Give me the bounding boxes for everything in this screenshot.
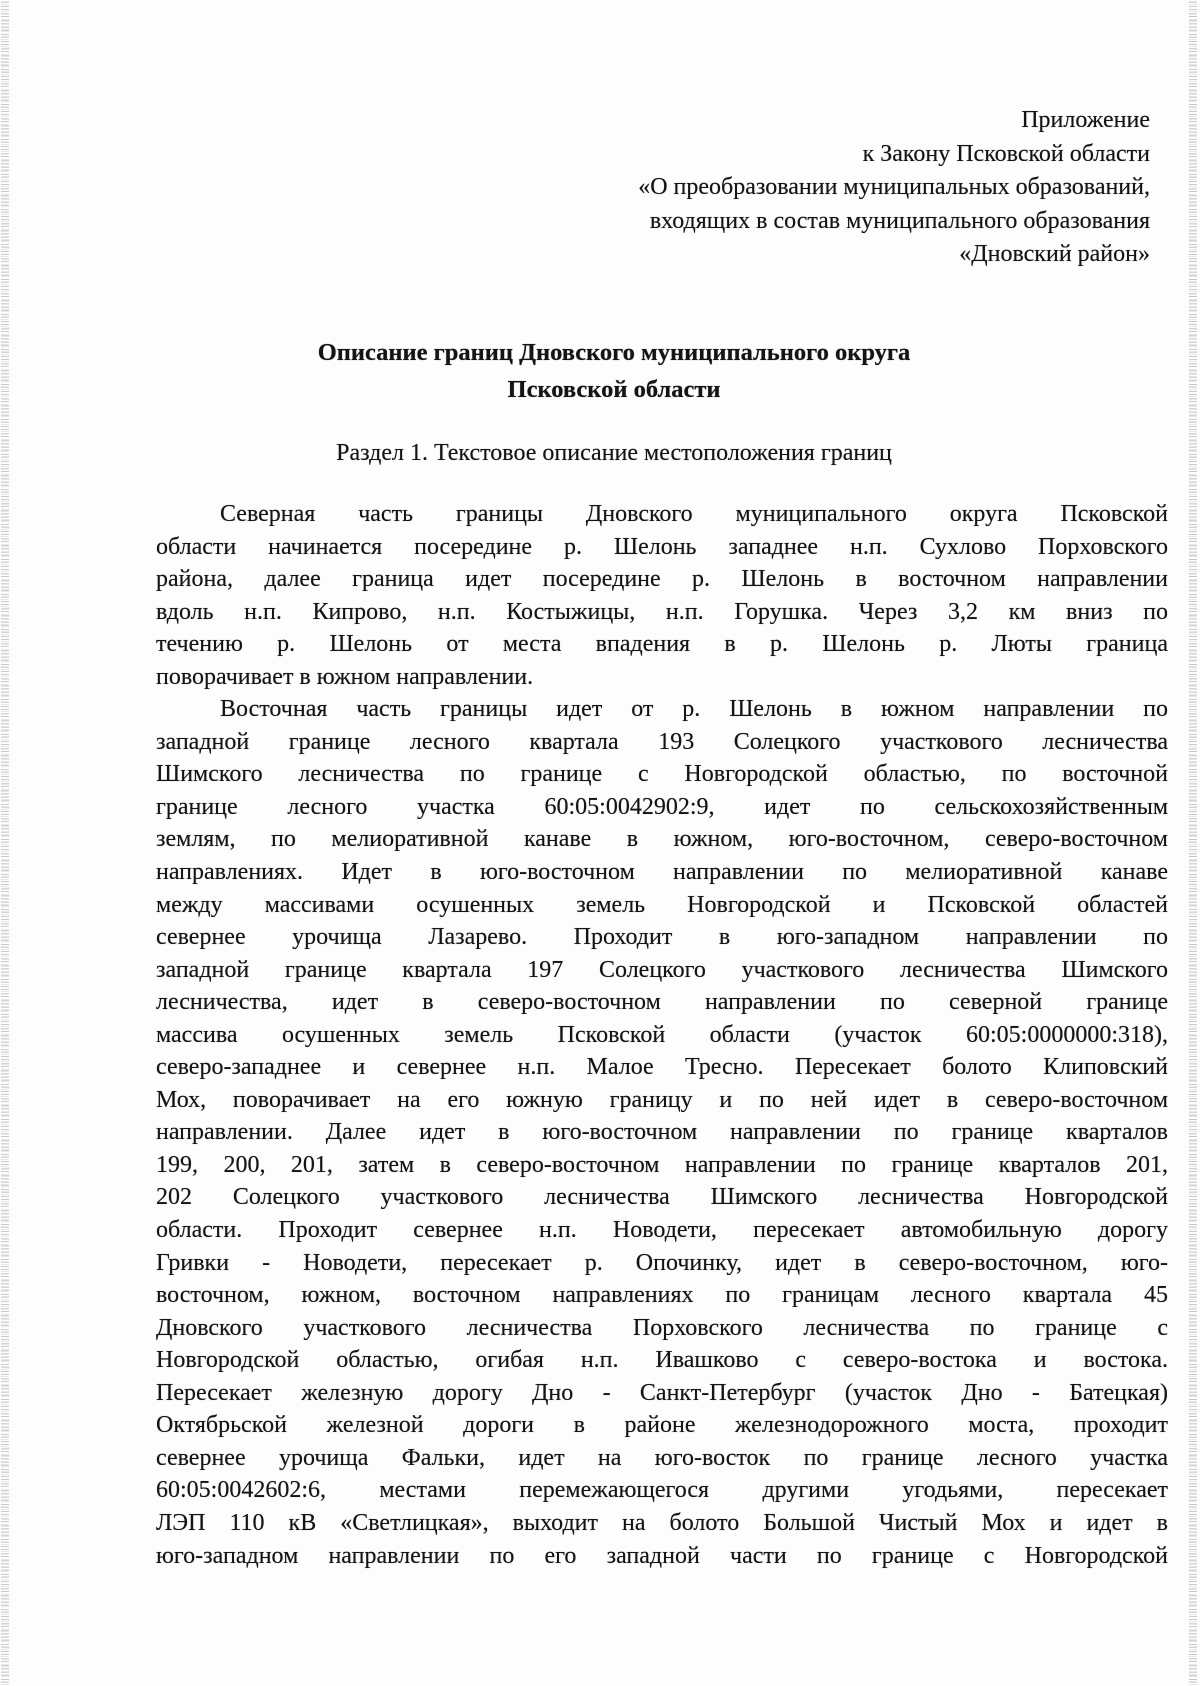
- annex-line: входящих в состав муниципального образования: [649, 207, 1150, 234]
- text-line: Гривки - Новодети, пересекает р. Опочинку, идет в северо-восточном, юго-: [156, 1249, 1168, 1276]
- text-line: Северная часть границы Дновского муниципального округа Псковской: [220, 501, 1168, 527]
- text-line: западной границе квартала 197 Солецкого участкового лесничества Шимского: [156, 956, 1168, 983]
- text-line: поворачивает в южном направлении.: [156, 663, 534, 690]
- text-line: массива осушенных земель Псковской области (участок 60:05:0000000:318),: [156, 1021, 1168, 1048]
- annex-line: к Закону Псковской области: [862, 140, 1150, 167]
- text-line: 199, 200, 201, затем в северо-восточном направлении по границе кварталов 201,: [156, 1151, 1168, 1178]
- annex-line: «Дновский район»: [959, 241, 1150, 267]
- text-line: западной границе лесного квартала 193 Солецкого участкового лесничества: [156, 728, 1168, 755]
- text-line: Шимского лесничества по границе с Новгородской областью, по восточной: [156, 761, 1168, 788]
- text-line: направлениях. Идет в юго-восточном направлении по мелиоративной канаве: [156, 859, 1168, 886]
- text-line: лесничества, идет в северо-восточном направлении по северной границе: [156, 989, 1168, 1016]
- scan-noise-left-edge: [1, 0, 9, 1686]
- text-line: севернее урочища Фальки, идет на юго-восток по границе лесного участка: [156, 1444, 1168, 1471]
- text-line: Новгородской областью, огибая н.п. Ивашково с северо-востока и востока.: [156, 1347, 1168, 1374]
- text-line: вдоль н.п. Кипрово, н.п. Костыжицы, н.п. Горушка. Через 3,2 км вниз по: [156, 598, 1168, 625]
- text-line: восточном, южном, восточном направлениях по границам лесного квартала 45: [156, 1282, 1168, 1309]
- scan-noise-right-edge: [1189, 0, 1197, 1686]
- text-line: севернее урочища Лазарево. Проходит в юго-западном направлении по: [156, 924, 1168, 951]
- text-line: области. Проходит севернее н.п. Новодети, пересекает автомобильную дорогу: [156, 1217, 1168, 1244]
- section-heading: Раздел 1. Текстовое описание местоположения границ: [336, 440, 892, 466]
- body-text: [156, 498, 1168, 1572]
- document-title: [0, 334, 1200, 408]
- text-line: между массивами осушенных земель Новгородской и Псковской областей: [156, 891, 1168, 918]
- text-line: Дновского участкового лесничества Порховского лесничества по границе с: [156, 1314, 1168, 1341]
- text-line: землям, по мелиоративной канаве в южном, юго-восточном, северо-восточном: [156, 826, 1168, 853]
- text-line: 60:05:0042602:6, местами перемежающегося другими угодьями, пересекает: [156, 1477, 1168, 1504]
- text-line: течению р. Шелонь от места впадения в р. Шелонь р. Люты граница: [156, 631, 1168, 658]
- text-line: района, далее граница идет посередине р. Шелонь в восточном направлении: [156, 566, 1168, 593]
- text-line: Октябрьской железной дороги в районе железнодорожного моста, проходит: [156, 1412, 1168, 1439]
- annex-line: Приложение: [1021, 107, 1150, 133]
- text-line: Пересекает железную дорогу Дно - Санкт-Петербург (участок Дно - Батецкая): [156, 1379, 1168, 1406]
- text-line: ЛЭП 110 кВ «Светлицкая», выходит на болото Большой Чистый Мох и идет в: [156, 1509, 1168, 1536]
- text-line: 202 Солецкого участкового лесничества Шимского лесничества Новгородской: [156, 1184, 1168, 1211]
- paragraph: [156, 498, 1168, 693]
- text-line: Мох, поворачивает на его южную границу и по ней идет в северо-восточном: [156, 1086, 1168, 1113]
- text-line: границе лесного участка 60:05:0042902:9, идет по сельскохозяйственным: [156, 793, 1168, 820]
- annex-reference: [638, 104, 1150, 272]
- title-line: Псковской области: [507, 376, 721, 403]
- paragraph: [156, 693, 1168, 1572]
- annex-line: «О преобразовании муниципальных образований,: [638, 174, 1150, 200]
- text-line: юго-западном направлении по его западной части по границе с Новгородской: [156, 1542, 1168, 1569]
- text-line: области начинается посередине р. Шелонь западнее н.п. Сухлово Порховского: [156, 533, 1168, 560]
- title-line: Описание границ Дновского муниципального округа: [317, 339, 911, 366]
- text-line: Восточная часть границы идет от р. Шелонь в южном направлении по: [220, 696, 1168, 723]
- text-line: направлении. Далее идет в юго-восточном направлении по границе кварталов: [156, 1119, 1168, 1146]
- text-line: северо-западнее и севернее н.п. Малое Тресно. Пересекает болото Клиповский: [156, 1054, 1168, 1081]
